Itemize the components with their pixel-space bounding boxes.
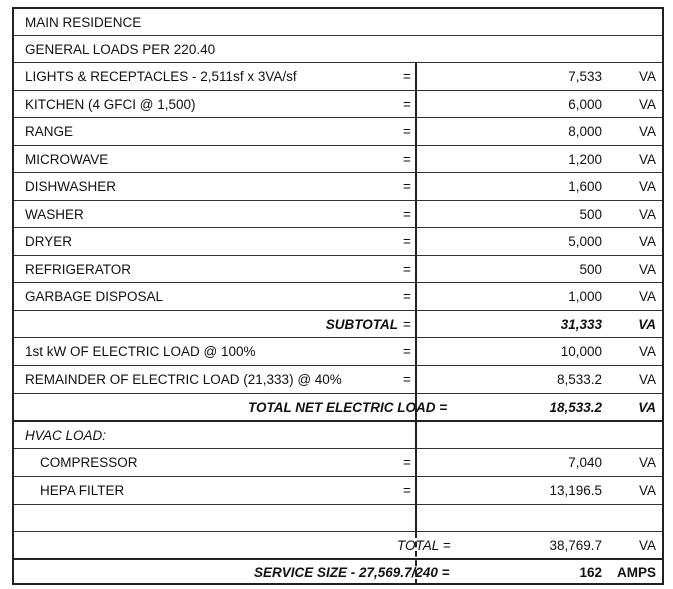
load-label: KITCHEN (4 GFCI @ 1,500) [25, 96, 196, 112]
column-divider [415, 63, 417, 422]
subtotal-label: SUBTOTAL [325, 316, 398, 332]
net-load-row [14, 394, 662, 422]
load-unit: VA [638, 206, 656, 222]
load-label: LIGHTS & RECEPTACLES - 2,511sf x 3VA/sf [25, 69, 297, 84]
equals-sign: = [403, 483, 411, 498]
load-unit: VA [638, 179, 656, 194]
load-value: 6,000 [568, 96, 602, 112]
load-row [14, 256, 662, 283]
load-value: 500 [579, 261, 602, 277]
equals-sign: = [403, 234, 411, 249]
load-row [14, 173, 662, 201]
hvac-label: HEPA FILTER [40, 483, 125, 498]
equals-sign: = [403, 179, 411, 194]
load-row [14, 91, 662, 118]
equals-sign: = [403, 96, 411, 112]
load-row [14, 228, 662, 256]
total-unit: VA [638, 537, 656, 553]
load-unit: VA [638, 289, 656, 304]
column-divider-dashed [415, 532, 417, 585]
hvac-row [14, 477, 662, 505]
load-calculation-table [12, 7, 664, 585]
total-row [14, 532, 662, 560]
demand-label: REMAINDER OF ELECTRIC LOAD (21,333) @ 40% [25, 372, 342, 387]
hvac-heading-row [14, 422, 662, 449]
title-row-general [14, 36, 662, 63]
net-load-value: 18,533.2 [549, 399, 602, 415]
load-unit: VA [638, 69, 656, 84]
service-size-row [14, 560, 662, 585]
load-label: MICROWAVE [25, 151, 109, 167]
hvac-label: COMPRESSOR [40, 455, 138, 470]
demand-row [14, 338, 662, 366]
demand-value: 10,000 [560, 344, 602, 359]
column-divider [415, 422, 417, 532]
hvac-unit: VA [638, 483, 656, 498]
equals-sign: = [403, 344, 411, 359]
service-size-unit: AMPS [616, 565, 656, 580]
blank-row [14, 505, 662, 532]
equals-sign: = [403, 69, 411, 84]
hvac-value: 7,040 [568, 455, 602, 470]
net-load-label: TOTAL NET ELECTRIC LOAD = [248, 399, 448, 415]
main-residence-label: MAIN RESIDENCE [25, 14, 142, 30]
hvac-heading: HVAC LOAD: [25, 427, 107, 443]
load-unit: VA [638, 96, 656, 112]
service-size-value: 162 [579, 565, 602, 580]
total-value: 38,769.7 [549, 537, 602, 553]
load-unit: VA [638, 124, 656, 139]
equals-sign: = [403, 206, 411, 222]
load-unit: VA [638, 234, 656, 249]
equals-sign: = [403, 372, 411, 387]
load-value: 1,200 [568, 151, 602, 167]
load-label: WASHER [25, 206, 84, 222]
load-label: RANGE [25, 124, 74, 139]
load-label: DRYER [25, 234, 73, 249]
load-label: DISHWASHER [25, 179, 117, 194]
equals-sign: = [403, 455, 411, 470]
load-value: 7,533 [568, 69, 602, 84]
equals-sign: = [403, 124, 411, 139]
equals-sign: = [403, 289, 411, 304]
load-row [14, 118, 662, 146]
load-row [14, 201, 662, 228]
demand-label: 1st kW OF ELECTRIC LOAD @ 100% [25, 344, 256, 359]
load-unit: VA [638, 261, 656, 277]
equals-sign: = [403, 316, 411, 332]
equals-sign: = [403, 261, 411, 277]
load-row [14, 146, 662, 173]
load-unit: VA [638, 151, 656, 167]
subtotal-row [14, 311, 662, 338]
demand-row [14, 366, 662, 394]
load-value: 5,000 [568, 234, 602, 249]
load-row [14, 63, 662, 91]
load-value: 1,000 [568, 289, 602, 304]
subtotal-unit: VA [638, 316, 656, 332]
load-label: REFRIGERATOR [25, 261, 132, 277]
equals-sign: = [403, 151, 411, 167]
demand-unit: VA [638, 372, 656, 387]
general-loads-label: GENERAL LOADS PER 220.40 [25, 41, 216, 57]
hvac-value: 13,196.5 [549, 483, 602, 498]
subtotal-value: 31,333 [560, 316, 602, 332]
title-row-main [14, 9, 662, 36]
load-value: 1,600 [568, 179, 602, 194]
load-value: 500 [579, 206, 602, 222]
service-size-label: SERVICE SIZE - 27,569.7/240 = [254, 565, 450, 580]
hvac-unit: VA [638, 455, 656, 470]
demand-unit: VA [638, 344, 656, 359]
hvac-row [14, 449, 662, 477]
load-label: GARBAGE DISPOSAL [25, 289, 164, 304]
load-value: 8,000 [568, 124, 602, 139]
net-load-unit: VA [638, 399, 656, 415]
demand-value: 8,533.2 [556, 372, 602, 387]
total-label: TOTAL = [397, 537, 451, 553]
load-row [14, 283, 662, 311]
